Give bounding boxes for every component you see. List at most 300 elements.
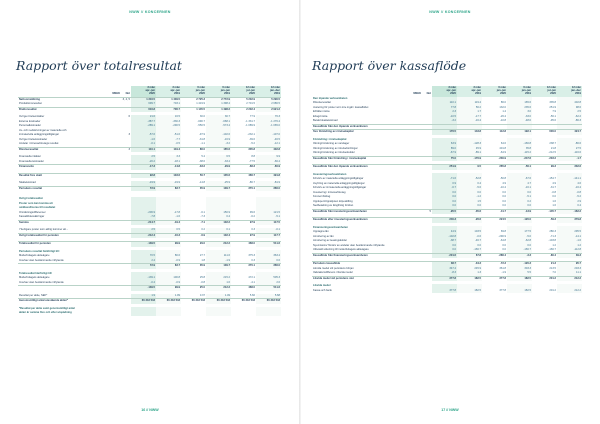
row-value: 44.9	[432, 230, 457, 235]
row-value: 30.0	[199, 115, 205, 119]
column-header-note: Not	[426, 92, 431, 96]
row-value: 2.9	[557, 200, 582, 205]
row-value: 5 202.9	[231, 97, 256, 102]
row-label: Produktionsresultat	[19, 102, 42, 106]
row-value: -16.4	[457, 119, 482, 124]
row-label: Den löpande verksamheten	[313, 96, 348, 100]
row-value: 1.6	[552, 199, 556, 203]
left-page-number	[0, 408, 300, 412]
row-value: -19.4	[156, 220, 181, 225]
row-value: -95.5	[432, 209, 457, 214]
row-value: 1.5	[457, 200, 482, 205]
row-value: -68.3	[231, 165, 256, 170]
row-value: 143.8	[457, 130, 482, 135]
column-header-line: apr–jun	[145, 89, 155, 93]
row-value: 2.3	[432, 110, 457, 115]
row-value: -10.4	[499, 186, 506, 190]
row-value: 2 921.2	[256, 107, 281, 112]
row-value: -154.7	[548, 177, 556, 181]
row-value: -0.8	[551, 190, 556, 194]
page-brand: NWW	[449, 408, 459, 412]
column-header-period	[256, 86, 281, 97]
row-value: 5 290.5	[256, 97, 281, 102]
row-value: 0.0	[507, 204, 532, 209]
column-header-line: 6 mån	[197, 86, 205, 89]
brand-label: NWW	[429, 10, 440, 14]
row-value: -56.1	[507, 165, 532, 170]
row-label: Bruttoresultat	[18, 107, 121, 112]
row-value: 2 202.4	[231, 107, 256, 112]
column-header-line: 3 mån	[448, 86, 456, 89]
column-header-line: jul–jun	[547, 89, 556, 93]
row-value: 8.8	[251, 155, 255, 159]
row-value: 132.0	[499, 105, 506, 109]
row-label: Övrigt totalresultat	[19, 197, 43, 201]
row-value: 100.8	[156, 276, 181, 281]
column-header-line: jan–jun	[496, 89, 506, 93]
row-value: 119.4	[156, 147, 181, 152]
row-value: 92.8	[131, 173, 156, 178]
row-value: -8.3	[432, 271, 457, 276]
row-value: 616.8	[131, 107, 156, 112]
row-value: -17.8	[156, 211, 181, 216]
row-label: Finansnetto	[18, 165, 121, 170]
column-header-line: jan–jun	[521, 89, 531, 93]
row-value: 89.0	[432, 147, 457, 152]
column-header-line: 2019	[224, 92, 230, 96]
row-value: 77.8	[432, 106, 457, 111]
column-header-line: 12 mån	[571, 86, 581, 89]
income-statement-table	[18, 86, 281, 316]
row-label: Rörelseresultat	[313, 101, 331, 105]
column-header-line: 3 mån	[172, 86, 180, 89]
row-value: 72.9	[131, 186, 156, 191]
row-value: -4.1	[250, 280, 255, 284]
row-value: 235.6	[507, 106, 532, 111]
row-value: -95.6	[549, 119, 556, 123]
row-label: Poster som kan komma att	[19, 201, 53, 205]
row-value: -72.3	[482, 262, 507, 267]
row-value: -7.3	[200, 215, 205, 219]
row-value: -128.3	[457, 142, 482, 147]
row-value: 377.8	[482, 276, 507, 281]
row-value: 377.8	[432, 289, 457, 294]
column-header-line: 2020	[199, 92, 205, 96]
row-value: 1 316.5	[131, 97, 156, 102]
row-value: 1.2	[557, 244, 582, 249]
row-value: -330.3	[156, 120, 181, 125]
row-label: Ytterligare poster som aldrig kommer att...	[19, 228, 69, 232]
row-value: 83.7	[156, 264, 181, 269]
row-value: 2.5	[557, 110, 582, 115]
row-value: 102.4	[206, 233, 231, 238]
row-value: -0.5	[156, 142, 181, 147]
row-value: -6.2	[250, 215, 255, 219]
row-value: 69.8	[500, 230, 506, 234]
row-value: 2 701.5	[246, 102, 255, 106]
row-value: 182.5	[457, 289, 482, 294]
row-value: -1 276.4	[256, 120, 281, 125]
row-value: -16.1	[507, 186, 532, 191]
column-header-line: 2020	[149, 92, 155, 96]
row-label: Innehav utan bestämmande inflytande	[19, 280, 64, 284]
row-label: Kassa och bank	[313, 288, 332, 292]
row-value: 0.3	[251, 258, 255, 262]
row-value: 0.2	[507, 200, 532, 205]
column-header-line: 2020	[550, 92, 556, 96]
row-value: -12.1	[256, 142, 281, 147]
row-value: 379.8	[557, 218, 582, 223]
row-value: 466.7	[231, 173, 256, 178]
row-label: Moderbolagets aktieägare	[19, 254, 50, 258]
row-value: 11.1	[557, 271, 582, 276]
row-value: 1.49	[206, 294, 231, 299]
row-value: 224.5	[482, 218, 507, 223]
row-value: 66 343 543	[231, 299, 256, 304]
row-value	[181, 311, 206, 316]
row-value: 117.7	[256, 233, 281, 238]
section-label: KONCERNEN	[144, 10, 171, 14]
row-value: 347.4	[432, 267, 457, 272]
row-label: Omräkningsdifferenser	[19, 210, 46, 214]
column-header-period	[131, 86, 156, 97]
row-value	[256, 311, 281, 316]
row-value: 0.4	[206, 215, 231, 220]
row-value: 135.6	[206, 173, 231, 178]
column-header-period	[482, 86, 507, 97]
column-header-line: apr–jun	[471, 89, 481, 93]
row-value: -67.9	[432, 151, 457, 156]
column-header-line: 12 mån	[245, 86, 255, 89]
row-note	[121, 311, 131, 316]
row-value: -14.8	[156, 165, 181, 170]
row-value: 56.2	[457, 106, 482, 111]
row-value: -6.9	[181, 233, 206, 238]
row-value: -77.5	[248, 159, 255, 163]
row-value: 212.2	[206, 242, 231, 247]
row-value: 16.5	[156, 115, 181, 120]
row-value: -80.4	[532, 253, 557, 258]
row-value: -212.5	[548, 151, 556, 155]
row-value: 706.7	[156, 107, 181, 112]
row-note: 6	[128, 115, 130, 119]
row-value: -5.2	[557, 195, 582, 200]
row-value: 27.5	[557, 147, 582, 152]
row-value: 38.7	[432, 262, 457, 267]
left-running-header	[0, 10, 300, 14]
row-label: omklassificeras till resultatet	[19, 206, 56, 210]
row-value	[131, 311, 156, 316]
row-value: 7.0	[552, 271, 556, 275]
row-value: 2.5	[131, 155, 156, 160]
row-value: -26.6	[457, 218, 482, 223]
row-value: 0.0	[502, 195, 506, 199]
row-value: 2 725.3	[181, 97, 206, 102]
row-value: 472.1	[248, 276, 255, 280]
row-value: 110.1	[131, 147, 156, 152]
row-value: 80.6	[156, 254, 181, 259]
row-value: 265.8	[482, 165, 507, 170]
row-label: *Resultat per aktie samt genomsnittligt antal	[19, 306, 75, 310]
row-value: 103.5	[457, 230, 482, 235]
cashflow-statement-title: Rapport över kassaflöde	[312, 58, 467, 73]
row-value: -5.0	[507, 235, 532, 240]
column-header-line: 2019	[174, 92, 180, 96]
row-label: Externa kostnader	[19, 119, 41, 123]
row-value: 5.5	[507, 271, 532, 276]
row-value: -51.6	[156, 133, 181, 138]
row-value: 177.5	[507, 230, 532, 235]
column-header-period	[432, 86, 457, 97]
row-value: -1.7	[557, 156, 582, 161]
row-value: -0.1	[131, 142, 156, 147]
row-label: Likvida medel vid periodens början	[313, 266, 354, 270]
row-value: -230.9	[482, 156, 507, 161]
row-value: -20.2	[131, 160, 156, 165]
row-value: -1 065.0	[256, 124, 281, 129]
row-value: 0.1	[206, 228, 231, 233]
row-value: -1.9	[501, 271, 506, 275]
row-value: -5.6	[457, 186, 482, 191]
row-value: 0.0	[552, 195, 556, 199]
row-value: -166.7	[548, 248, 556, 252]
row-label: Likvida medel vid periodens slut	[312, 276, 422, 281]
row-value: 1.4	[502, 110, 506, 114]
row-label: Investeringsverksamheten	[313, 172, 347, 176]
row-value: 97.9	[231, 220, 256, 225]
row-value: -1.9	[206, 259, 231, 264]
row-value: 0.0	[432, 244, 457, 249]
row-value: 335.8	[231, 147, 256, 152]
row-value: -0.6	[457, 235, 482, 240]
row-value: 63.9	[432, 142, 457, 147]
row-label: Totalresultat hänförligt till:	[19, 271, 53, 275]
row-label: Kassaflödessäkringar	[19, 215, 45, 219]
row-value: -46.7	[457, 239, 482, 244]
row-value: -16.4	[557, 186, 582, 191]
row-value: -57.6	[131, 133, 156, 138]
row-value: 182.5	[507, 289, 532, 294]
row-value: 1.7	[457, 110, 482, 115]
row-value: 95.7	[557, 262, 582, 267]
row-value: -56.1	[549, 114, 556, 118]
row-value	[231, 311, 256, 316]
column-header-period	[532, 86, 557, 97]
row-value: -290.5	[156, 124, 181, 129]
row-value: 0.6	[256, 259, 281, 264]
row-value: -31.8	[198, 137, 205, 141]
row-value: -176.9	[457, 156, 482, 161]
column-header-period	[557, 86, 582, 97]
row-value: -1.6	[557, 239, 582, 244]
right-running-header	[300, 10, 600, 14]
row-value: -38.7	[432, 239, 457, 244]
row-value: -201.6	[432, 253, 457, 258]
section-label: KONCERNEN	[444, 10, 471, 14]
row-value: 295.5	[557, 230, 582, 235]
row-value: 111.6	[206, 254, 231, 259]
row-label: Finansieringsverksamheten	[313, 225, 348, 229]
row-value: 3.3	[156, 155, 181, 160]
row-value: -1 331.7	[245, 119, 255, 123]
row-value: 212.2	[557, 289, 582, 294]
row-value: -7.7	[156, 138, 181, 143]
row-value: 66 343 543	[256, 299, 281, 304]
row-value: 99.9	[156, 242, 181, 247]
row-value: -38.6	[198, 159, 205, 163]
column-header-line: jan–jun	[195, 89, 205, 93]
row-label: Övriga rörelseintäkter	[19, 115, 45, 119]
row-value: 66 343 543	[131, 299, 156, 304]
column-header-line: 6 mån	[222, 86, 230, 89]
row-value: -71.6	[432, 177, 457, 182]
row-label: Totalresultat för perioden	[18, 242, 121, 247]
row-value: -0.8	[200, 280, 205, 284]
row-label: Finansiella kostnader	[19, 159, 44, 163]
row-label: Investering i intresseföretag	[313, 190, 346, 194]
column-header-line: 2020	[500, 92, 506, 96]
row-value: 0.2	[201, 228, 205, 232]
row-value: 5.66	[249, 293, 255, 297]
row-value: 5.4	[201, 155, 205, 159]
row-value: 66 343 543	[181, 299, 206, 304]
row-value: 203.3	[557, 267, 582, 272]
row-value: 511.6	[256, 242, 281, 247]
row-value: 30.7	[206, 115, 231, 120]
row-value: -86.6	[557, 142, 582, 147]
row-value: 212.2	[557, 276, 582, 281]
row-value: 25.0	[181, 286, 206, 291]
row-value: -166.7	[457, 248, 482, 253]
row-value: -120.3	[507, 262, 532, 267]
row-value: -39.6	[248, 137, 255, 141]
row-value: -5.1	[256, 215, 281, 220]
row-value: 64.6	[500, 142, 506, 146]
row-value: -166.8	[507, 142, 532, 147]
row-value: 0.9	[432, 182, 457, 187]
row-label: Personalkostnader	[19, 124, 42, 128]
row-value: -41.7	[482, 209, 507, 214]
row-value: -18.1	[156, 160, 181, 165]
row-value: 50.7	[181, 173, 206, 178]
row-value: 377.8	[499, 288, 506, 292]
row-value: 251.9	[549, 105, 556, 109]
row-value: 176.5	[432, 130, 457, 135]
table-header-row	[312, 86, 582, 97]
row-value: 215.2	[206, 276, 231, 281]
column-header-period	[457, 86, 482, 97]
row-label: Upptagna lån	[313, 230, 329, 234]
row-value: 0.0	[457, 204, 482, 209]
row-value: 0.0	[457, 191, 482, 196]
row-value: -139.1	[131, 276, 156, 281]
row-value: -3.2	[432, 119, 457, 124]
row-value: 375.3	[248, 254, 255, 258]
row-value: -50.8	[499, 177, 506, 181]
table-row	[18, 311, 281, 316]
row-value: -33.0	[507, 115, 532, 120]
row-label: Periodens resultat	[18, 186, 121, 191]
row-value: 75.0	[432, 156, 457, 161]
row-value: 2.6	[256, 281, 281, 286]
row-value: 39.3	[557, 253, 582, 258]
row-value: 0.0	[432, 200, 457, 205]
column-header-line: 3 mån	[473, 86, 481, 89]
row-value: -1.6	[131, 138, 156, 143]
column-header-line: 6 mån	[523, 86, 531, 89]
row-value: -33.2	[181, 165, 206, 170]
row-label: Rörelseresultat	[18, 147, 121, 152]
row-label: Periodens resultat hänförligt till:	[19, 249, 60, 253]
row-value: 377.8	[432, 276, 457, 281]
row-value: 0.0	[502, 248, 506, 252]
row-label: Kassaflöde från förändring i rörelsekapital	[312, 156, 422, 161]
row-value: -112.8	[557, 248, 582, 253]
row-value: 70.5	[131, 254, 156, 259]
page-number: 17	[441, 408, 446, 412]
row-value: -141.1	[557, 177, 582, 182]
row-value: -7.8	[131, 215, 156, 220]
row-value: -10.5	[432, 115, 457, 120]
row-value: -102.8	[432, 235, 457, 240]
row-value: 76.3	[256, 115, 281, 120]
column-header-line: 2020	[450, 92, 456, 96]
row-value: -16.9	[206, 138, 231, 143]
row-value: -206.9	[131, 211, 156, 216]
row-value: 72.9	[131, 264, 156, 269]
row-value: -1 089.9	[245, 124, 255, 128]
column-header-line: jan–dec	[270, 89, 280, 93]
row-value: 363.4	[256, 254, 281, 259]
row-value: -115.2	[507, 151, 532, 156]
row-value: -214.7	[131, 220, 156, 225]
row-value: 4.9	[502, 181, 506, 185]
row-label: Ökning/minskning av rörelseskulder	[313, 151, 355, 155]
row-value: 117.5	[256, 220, 281, 225]
row-label: Kassaflöde från finansieringsverksamheten	[312, 253, 422, 258]
row-value: -1.1	[200, 142, 205, 146]
row-value: 370.1	[231, 186, 256, 191]
row-value: -289.1	[131, 124, 156, 129]
row-value: 1 398.4	[206, 102, 231, 107]
row-value: 361.8	[499, 266, 506, 270]
row-value: -59.3	[532, 218, 557, 223]
row-value: -139.5	[131, 286, 156, 291]
row-label: Övriga rörelsekostnader	[19, 137, 48, 141]
row-value: -0.4	[131, 281, 156, 286]
row-value: 212.2	[206, 286, 231, 291]
row-value: 21.8	[550, 146, 556, 150]
row-value: 6.5	[206, 155, 231, 160]
row-value: 35.8	[507, 147, 532, 152]
row-label: Förvärv av materiella anläggningstillgångar	[313, 177, 364, 181]
row-value: -6.1	[200, 210, 205, 214]
row-value: -690.7	[197, 119, 205, 123]
row-value: 0.0	[432, 204, 457, 209]
row-value: -107.0	[256, 133, 281, 138]
row-value: -232.1	[247, 133, 255, 137]
column-header-period	[231, 86, 256, 97]
row-label: Nedbetalning av långfristig fordran	[313, 204, 354, 208]
row-label: Genomsnittligt antal utestående aktier*	[18, 299, 121, 304]
row-note: 3, 4, 5	[122, 97, 130, 101]
row-value: 97.9	[231, 233, 256, 238]
row-value: 1.9	[131, 294, 156, 299]
row-value: 109.7	[206, 264, 231, 269]
column-header-line: 2020	[249, 92, 255, 96]
row-value: 99.6	[249, 210, 255, 214]
row-value: 25.8	[199, 276, 205, 280]
